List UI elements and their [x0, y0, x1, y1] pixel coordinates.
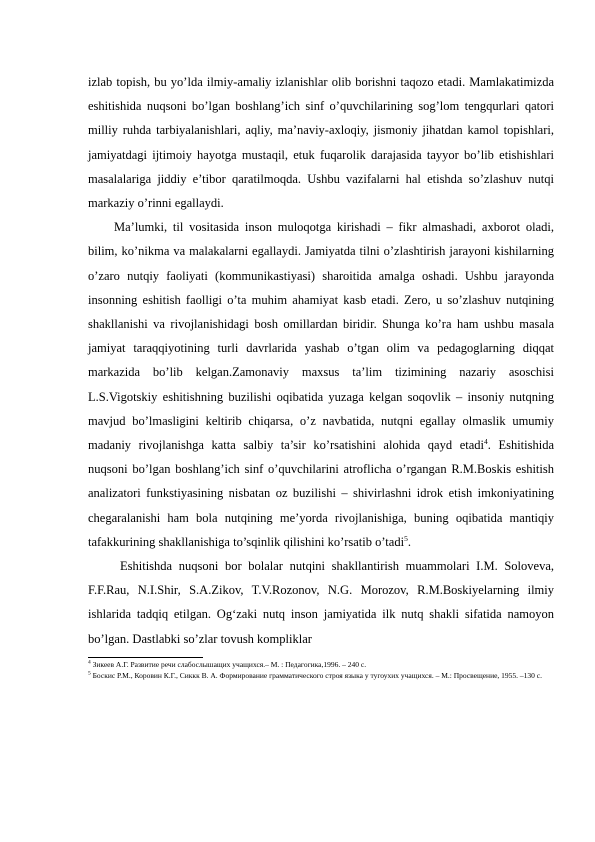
footnote-text: Зикеев А.Г. Развитие речи слабослышащих учащихся.– М. : Педагогика,1996. – 240 с. [90, 659, 367, 669]
footnote-number: 4 [88, 659, 91, 666]
footnote-text: Боскис Р.М., Коровин К.Г., Сиккк В. А. Формирование грамматического строя языка у тугоухих учащихся. – М.: Просвещение, 1955. –130 с. [90, 671, 542, 681]
paragraph-2-text-c: . [407, 534, 411, 549]
document-page [88, 70, 554, 681]
footnote-4 [88, 660, 554, 670]
footnote-ref-4[interactable]: 4 [483, 436, 488, 446]
footnote-number: 5 [88, 670, 91, 677]
paragraph-2-text-b: . Eshitishida nuqsoni bo’lgan boshlang’ich sinf o’quvchilarini atroflicha o’rgangan R.M.Boskis eshitish analizatori funkstiyasining nisbatan oz buzilishi – shivirlashni idrok etish imkoniyatining chegaralanishi ham bola nutqining me’yorda rivojlanishiga, buning oqibatida mantiqiy tafakkurining shakllanishiga to’sqinlik qilishini ko’rsatib o’tadi [88, 438, 554, 549]
footnote-separator [88, 657, 203, 658]
footnote-5 [88, 671, 554, 681]
paragraph-1: izlab topish, bu yo’lda ilmiy-amaliy izlanishlar olib borishni taqozo etadi. Mamlakatimizda eshitishida nuqsoni bo’lgan boshlang’ich sinf o’quvchilarining sog’lom tengqurlari qatori milliy ruhda tarbiyalanishlari, aqliy, ma’naviy-axloqiy, jismoniy jihatdan kamol topishlari, jamiyatdagi ijtimoiy hayotga mustaqil, etuk fuqarolik darajasida tayyor bo’lib etishishlari masalalariga jiddiy e’tibor qaratilmoqda. Ushbu vazifalarni hal etishda so’zlashuv nutqi markaziy o’rinni egallaydi. [88, 75, 554, 211]
paragraph-3: Eshitishda nuqsoni bor bolalar nutqini shakllantirish muammolari I.M. Soloveva, F.F.Rau, N.I.Shir, S.A.Zikov, T.V.Rozonov, N.G. Morozov, R.M.Boskiyelarning ilmiy ishlarida tadqiq etilgan. Og‘zaki nutq inson jamiyatida ilk nutq shakli sifatida namoyon bo’lgan. Dastlabki so’zlar tovush kompliklar [88, 559, 554, 646]
footnote-ref-5[interactable]: 5 [404, 533, 408, 543]
paragraph-2-text-a: Ma’lumki, til vositasida inson muloqotga kirishadi – fikr almashadi, axborot oladi, bilim, ko’nikma va malakalarni egallaydi. Jamiyatda tilni o’zlashtirish jarayoni kishilarning o’zaro nutqiy faoliyati (kommunikastiyasi) sharoitida amalga oshadi. Ushbu jarayonda insonning eshitish faolligi o’ta muhim ahamiyat kasb etadi. Zero, u so’zlashuv nutqining shakllanishi va rivojlanishidagi bosh omillardan biridir. Shunga ko’ra ham ushbu masala jamiyat taraqqiyotining turli davrlarida yashab o’tgan olim va pedagoglarning diqqat markazida bo’lib kelgan.Zamonaviy maxsus ta’lim tizimining nazariy asoschisi L.S.Vigotskiy eshitishning buzilishi oqibatida yuzaga kelgan soqovlik – insoniy nutqning mavjud bo’lmasligini keltirib chiqarsa, o’z navbatida, nutqni egallay olmaslik umumiy madaniy rivojlanishga katta salbiy ta’sir ko’rsatishini alohida qayd etadi [88, 220, 554, 453]
paragraph-2 [88, 215, 554, 554]
